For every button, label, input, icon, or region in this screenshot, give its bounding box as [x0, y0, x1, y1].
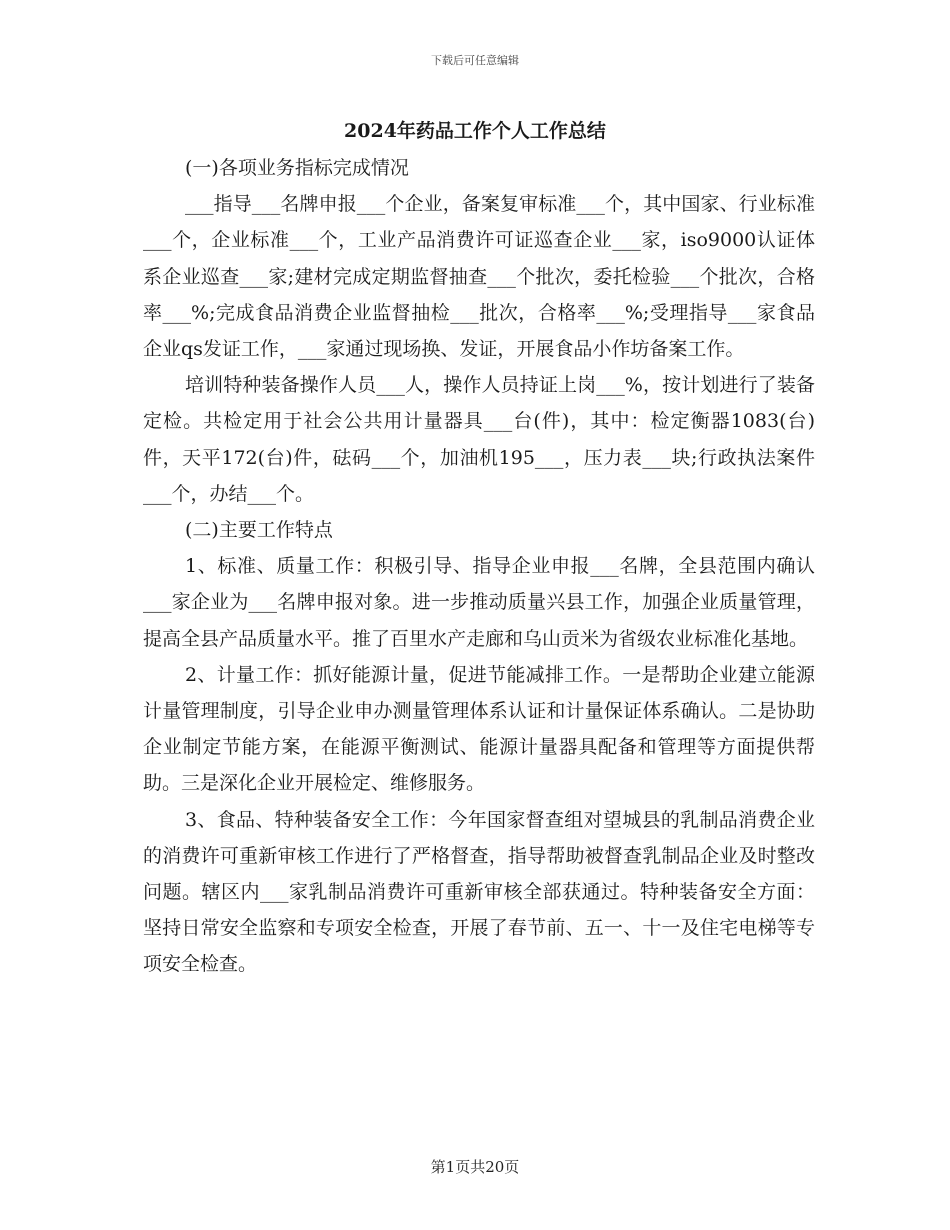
paragraph-1: ___指导___名牌申报___个企业，备案复审标准___个，其中国家、行业标准___个，企业标准___个，工业产品消费许可证巡查企业___家，iso9000认证体系企业巡查___家;建材完成定期监督抽查___个批次，委托检验___个批次，合格率___%;完成食品消费企业监督抽检___批次，合格率___%;受理指导___家食品企业qs发证工作，___家通过现场换、发证，开展食品小作坊备案工作。	[143, 193, 815, 361]
paragraph-2: 培训特种装备操作人员___人，操作人员持证上岗___%，按计划进行了装备定检。共检定用于社会公共用计量器具___台(件)，其中：检定衡器1083(台)件，天平172(台)件，砝码___个，加油机195___，压力表___块;行政执法案件___个，办结___个。	[143, 374, 815, 505]
page-footer: 第1页共20页	[430, 1158, 520, 1176]
paragraph-4: 2、计量工作：抓好能源计量，促进节能减排工作。一是帮助企业建立能源计量管理制度，引导企业申办测量管理体系认证和计量保证体系确认。二是协助企业制定节能方案，在能源平衡测试、能源计量器具配备和管理等方面提供帮助。三是深化企业开展检定、维修服务。	[143, 663, 815, 795]
document-title: 2024年药品工作个人工作总结	[344, 120, 606, 142]
page-header: 下载后可任意编辑	[431, 54, 519, 67]
section-heading-2: (二)主要工作特点	[185, 519, 333, 542]
paragraph-3: 1、标准、质量工作：积极引导、指导企业申报___名牌，全县范围内确认___家企业为___名牌申报对象。进一步推动质量兴县工作，加强企业质量管理，提高全县产品质量水平。推了百里水产走廊和乌山贡米为省级农业标准化基地。	[143, 555, 815, 650]
paragraph-5: 3、食品、特种装备安全工作：今年国家督查组对望城县的乳制品消费企业的消费许可重新审核工作进行了严格督查，指导帮助被督查乳制品企业及时整改问题。辖区内___家乳制品消费许可重新审核全部获通过。特种装备安全方面：坚持日常安全监察和专项安全检查，开展了春节前、五一、十一及住宅电梯等专项安全检查。	[143, 808, 815, 976]
section-heading-1: (一)各项业务指标完成情况	[185, 157, 409, 179]
document-body	[143, 150, 815, 983]
